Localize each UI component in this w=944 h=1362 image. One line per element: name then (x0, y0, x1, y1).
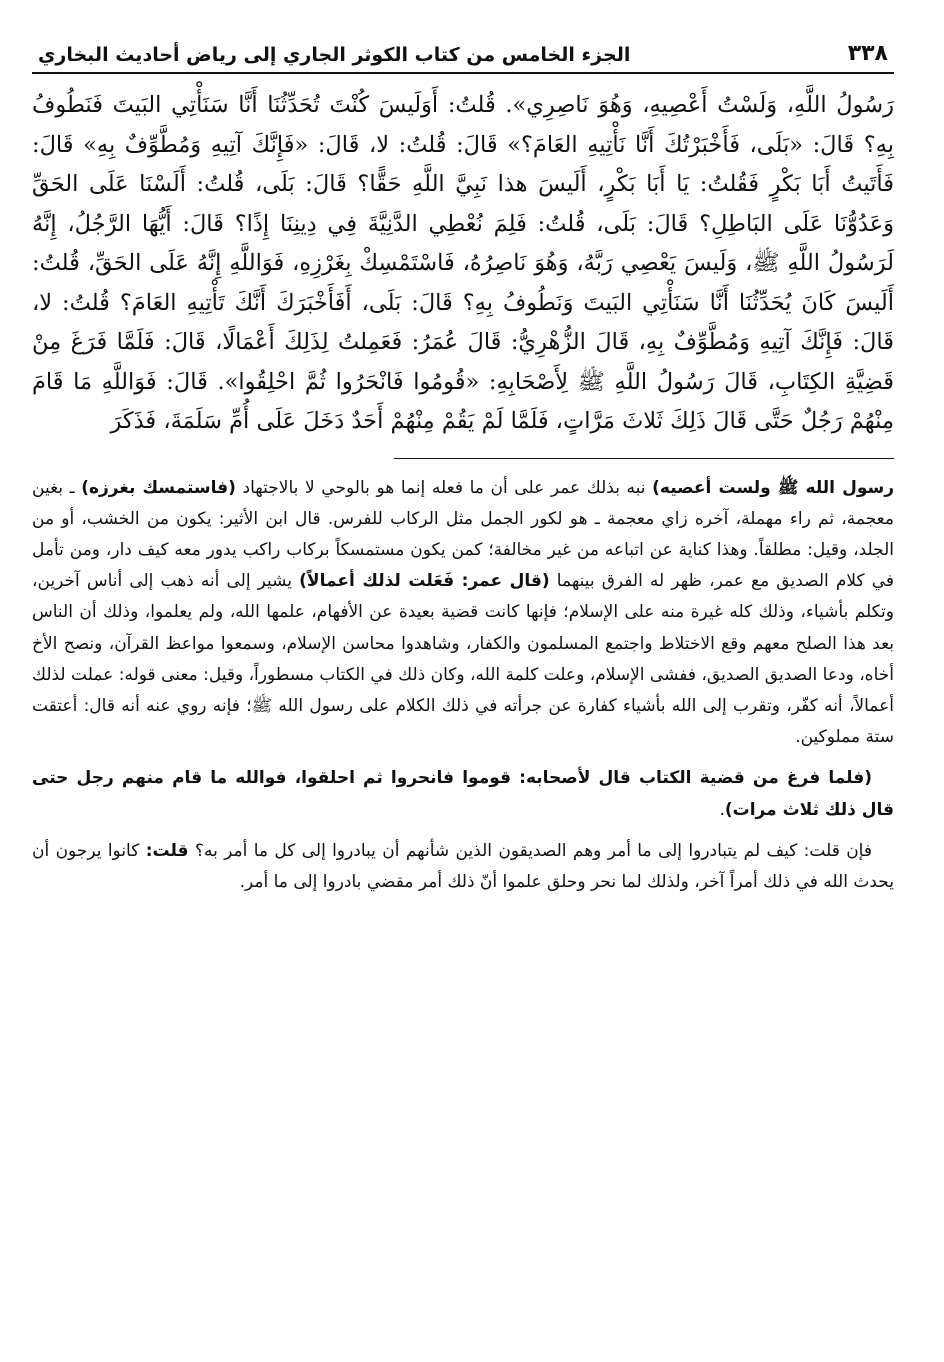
hadith-text: رَسُولُ اللَّهِ، وَلَسْتُ أَعْصِيهِ، وَهُوَ نَاصِرِي». قُلتُ: أَوَلَيسَ كُنْتَ تُحَدِّثُنَا أَنَّا سَنَأْتِي البَيتَ فَنَطُوفُ بِهِ؟ قَالَ: «بَلَى، فَأَخْبَرْتُكَ أَنَّا نَأْتِيهِ العَامَ؟» قَالَ: قُلتُ: لا، قَالَ: «فَإِنَّكَ آتِيهِ وَمُطَّوِّفٌ بِهِ» قَالَ: فَأَتَيتُ أَبَا بَكْرٍ فَقُلتُ: يَا أَبَا بَكْرٍ، أَلَيسَ هذا نَبِيَّ اللَّهِ حَقًّا؟ قَالَ: بَلَى، قُلتُ: أَلَسْنَا عَلَى الحَقِّ وَعَدُوُّنَا عَلَى البَاطِلِ؟ قَالَ: بَلَى، قُلتُ: فَلِمَ نُعْطِي الدَّنِيَّةَ فِي دِينِنَا إِذًا؟ قَالَ: أَيُّهَا الرَّجُلُ، إِنَّهُ لَرَسُولُ اللَّهِ ﷺ، وَلَيسَ يَعْصِي رَبَّهُ، وَهُوَ نَاصِرُهُ، فَاسْتَمْسِكْ بِغَرْزِهِ، فَوَاللَّهِ إِنَّهُ عَلَى الحَقِّ، قُلتُ: أَلَيسَ كَانَ يُحَدِّثُنَا أَنَّا سَنَأْتِي البَيتَ وَنَطُوفُ بِهِ؟ قَالَ: بَلَى، أَفَأَخْبَرَكَ أَنَّكَ تَأْتِيهِ العَامَ؟ قُلتُ: لا، قَالَ: فَإِنَّكَ آتِيهِ وَمُطَّوِّفٌ بِهِ، قَالَ الزُّهْرِيُّ: قَالَ عُمَرُ: فَعَمِلتُ لِذَلِكَ أَعْمَالًا، قَالَ: فَلَمَّا فَرَغَ مِنْ قَضِيَّةِ الكِتَابِ، قَالَ رَسُولُ اللَّهِ ﷺ لِأَصْحَابِهِ: «قُومُوا فَانْحَرُوا ثُمَّ احْلِقُوا». قَالَ: فَوَاللَّهِ مَا قَامَ مِنْهُمْ رَجُلٌ حَتَّى قَالَ ذَلِكَ ثَلاثَ مَرَّاتٍ، فَلَمَّا لَمْ يَقُمْ مِنْهُمْ أَحَدٌ دَخَلَ عَلَى أُمِّ سَلَمَةَ، فَذَكَرَ (32, 92, 894, 434)
answer-marker: قلت: (145, 840, 189, 861)
commentary-paragraph-2 (32, 763, 894, 825)
commentary (32, 473, 894, 899)
running-title: الجزء الخامس من كتاب الكوثر الجاري إلى رياض أحاديث البخاري (38, 44, 631, 66)
quoted-phrase: (فلما فرغ من قضية الكتاب قال لأصحابه: قوموا فانحروا ثم احلقوا، فوالله ما قام منهم رجل حتى قال ذلك ثلاث مرات) (32, 768, 894, 820)
commentary-text: ـ بغين معجمة، ثم راء مهملة، آخره زاي معجمة ـ هو لكور الجمل مثل الركاب للفرس. قال ابن الأثير: يكون من الخشب، أو من الجلد، وقيل: مطلقاً. وهذا كناية عن اتباعه من غير مخالفة؛ كمن يكون مستمسكاً بركاب راكب يدور معه كيف دار، ومن تأمل في كلام الصديق مع عمر، ظهر له الفرق بينهما (32, 477, 895, 592)
commentary-paragraph-1 (32, 473, 894, 754)
quoted-phrase: (قال عمر: فَعَلت لذلك أعمالاً) (299, 571, 550, 592)
commentary-text: يشير إلى أنه ذهب إلى أناس آخرين، وتكلم بأشياء، وذلك كله غيرة منه على الإسلام؛ فإنها كانت قضية بعيدة عن الأفهام، علمها الله، ولم يعلموا، وذلك أن الناس بعد هذا الصلح معهم وقع الاختلاط واجتمع المسلمون والكفار، وشاهدوا محاسن الإسلام، وسمعوا مواعظ القرآن، ونصح الأخ أخاه، ودعا الصديق الصديق، ففشى الإسلام، وعلت كلمة الله، وكان ذلك في الكتاب مسطوراً، وقيل: معنى قوله: عملت لذلك أعمالاً، أنه كفّر، وتقرب إلى الله بأشياء كفارة عن جرأته في ذلك الكلام على رسول الله ﷺ؛ فإنه روي عنه أنه قال: أعتقت ستة مملوكين. (32, 571, 894, 748)
commentary-text: فإن قلت: كيف لم يتبادروا إلى ما أمر وهم الصديقون الذين شأنهم أن يبادروا إلى كل ما أمر به؟ (188, 840, 872, 861)
footnote-divider (394, 458, 894, 459)
page-header (32, 30, 894, 74)
page-number: ٣٣٨ (847, 41, 888, 66)
commentary-text: . (719, 799, 725, 820)
quoted-phrase: (فاستمسك بغرزه) (81, 477, 236, 498)
book-page (32, 30, 894, 1342)
commentary-paragraph-3 (32, 836, 894, 898)
quoted-phrase: رسول الله ﷺ ولست أعصيه) (652, 477, 895, 498)
commentary-text: نبه بذلك عمر على أن ما فعله إنما هو بالوحي لا بالاجتهاد (235, 477, 653, 498)
commentary-text: كانوا يرجون أن يحدث الله في ذلك أمراً آخر، ولذلك لما نحر وحلق علموا أنّ ذلك أمر مقضي بادروا إلى ما أمر. (32, 840, 894, 892)
